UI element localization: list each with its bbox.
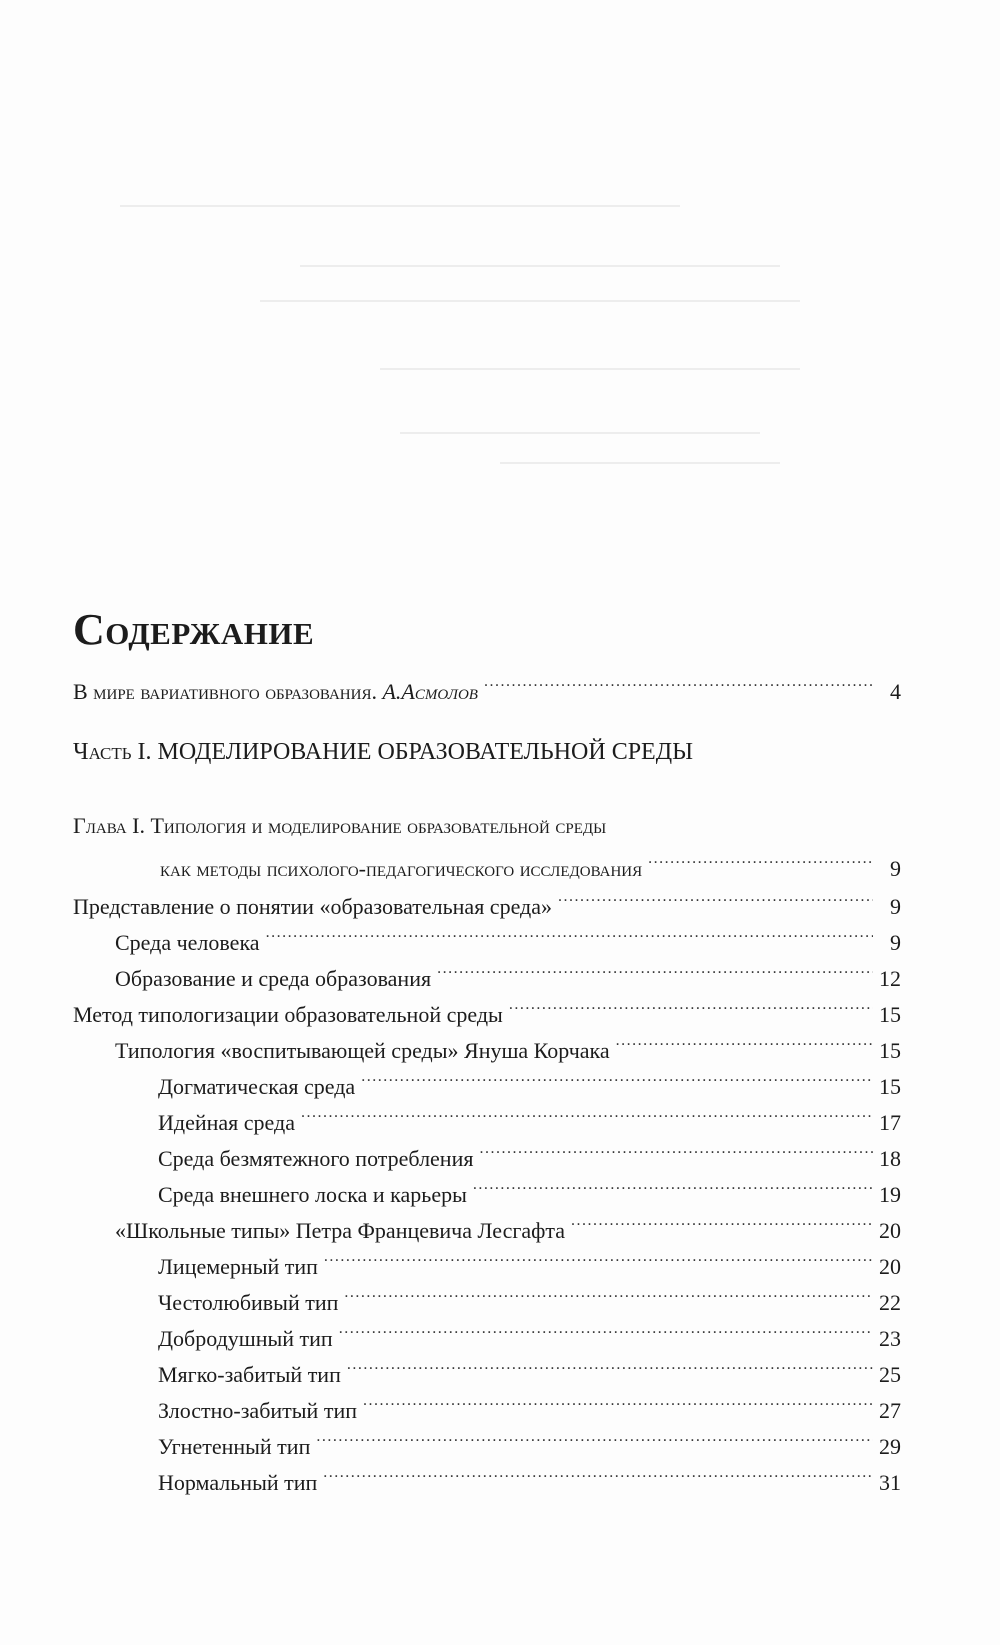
part-title: МОДЕЛИРОВАНИЕ ОБРАЗОВАТЕЛЬНОЙ СРЕДЫ: [157, 739, 694, 765]
toc-entry-label: как методы психолого-педагогического исследования: [160, 856, 643, 881]
chapter-heading[interactable]: Глава I. Типология и моделирование образовательной среды: [73, 813, 607, 838]
dot-leader: [339, 1320, 873, 1346]
dot-leader: [324, 1248, 873, 1274]
toc-entry[interactable]: [158, 1104, 901, 1136]
toc-page-number: 12: [879, 966, 901, 991]
dot-leader: [484, 673, 873, 699]
toc-page-number: 19: [879, 1182, 901, 1207]
toc-entry[interactable]: [158, 1392, 901, 1424]
toc-page-number: 25: [879, 1362, 901, 1387]
toc-entry-chapter-line2[interactable]: [160, 850, 901, 882]
toc-entry-label: Типология «воспитывающей среды» Януша Корчака: [115, 1038, 610, 1063]
dot-leader: [323, 1464, 873, 1490]
toc-entry[interactable]: [115, 924, 901, 956]
dot-leader: [361, 1068, 873, 1094]
toc-page-number: 9: [890, 856, 901, 881]
toc-page-number: 20: [879, 1218, 901, 1243]
toc-entry-label: Добродушный тип: [158, 1326, 333, 1351]
toc-page-number: 15: [879, 1002, 901, 1027]
part-heading[interactable]: [73, 738, 693, 766]
toc-page-number: 29: [879, 1434, 901, 1459]
toc-entry-label: Мягко-забитый тип: [158, 1362, 341, 1387]
dot-leader: [558, 888, 873, 914]
author-name: А.Асмолов: [382, 679, 478, 704]
show-through-line: [120, 205, 680, 207]
toc-entry[interactable]: [158, 1320, 901, 1352]
toc-entry-label: Честолюбивый тип: [158, 1290, 339, 1315]
dot-leader: [571, 1212, 873, 1238]
dot-leader: [363, 1392, 873, 1418]
toc-page-number: 17: [879, 1110, 901, 1135]
toc-entry[interactable]: [158, 1428, 901, 1460]
show-through-line: [380, 368, 800, 370]
toc-entry-label: Среда человека: [115, 930, 260, 955]
toc-entry[interactable]: [158, 1464, 901, 1496]
toc-page-number: 22: [879, 1290, 901, 1315]
toc-page-number: 9: [890, 930, 901, 955]
toc-entry[interactable]: [73, 888, 901, 920]
toc-page-number: 4: [890, 679, 901, 704]
dot-leader: [437, 960, 873, 986]
toc-entry-label: Угнетенный тип: [158, 1434, 311, 1459]
dot-leader: [344, 1284, 873, 1310]
show-through-line: [260, 300, 800, 302]
toc-entry-label: Догматическая среда: [158, 1074, 356, 1099]
toc-entry[interactable]: [73, 996, 901, 1028]
dot-leader: [479, 1140, 873, 1166]
dot-leader: [266, 924, 873, 950]
dot-leader: [301, 1104, 873, 1130]
toc-entry-label: Представление о понятии «образовательная среда»: [73, 894, 553, 919]
toc-page-number: 27: [879, 1398, 901, 1423]
part-prefix: Часть I.: [73, 739, 152, 765]
toc-entry-label: «Школьные типы» Петра Францевича Лесгафта: [115, 1218, 566, 1243]
toc-entry-label: Образование и среда образования: [115, 966, 432, 991]
toc-entry-intro[interactable]: [73, 673, 901, 705]
toc-page-number: 20: [879, 1254, 901, 1279]
toc-entry-label: Среда внешнего лоска и карьеры: [158, 1182, 467, 1207]
toc-entry-label: Лицемерный тип: [158, 1254, 318, 1279]
toc-entry[interactable]: [158, 1284, 901, 1316]
page-title: Содержание: [73, 605, 315, 654]
toc-entry-label: Идейная среда: [158, 1110, 295, 1135]
toc-entry-label: Среда безмятежного потребления: [158, 1146, 474, 1171]
dot-leader: [316, 1428, 873, 1454]
toc-entry[interactable]: [158, 1356, 901, 1388]
toc-entry[interactable]: [158, 1176, 901, 1208]
toc-page-number: 18: [879, 1146, 901, 1171]
dot-leader: [616, 1032, 873, 1058]
toc-entry[interactable]: [115, 1212, 901, 1244]
toc-entry-label: В мире вариативного образования. А.Асмолов: [73, 679, 478, 704]
toc-entry[interactable]: [115, 960, 901, 992]
toc-entry[interactable]: [158, 1068, 901, 1100]
toc-page-number: 9: [890, 894, 901, 919]
dot-leader: [509, 996, 873, 1022]
show-through-line: [400, 432, 760, 434]
toc-page-number: 15: [879, 1074, 901, 1099]
toc-entry[interactable]: [115, 1032, 901, 1064]
toc-entry-label: Нормальный тип: [158, 1470, 318, 1495]
dot-leader: [648, 850, 873, 876]
show-through-line: [300, 265, 780, 267]
toc-page-number: 31: [879, 1470, 901, 1495]
toc-page-number: 15: [879, 1038, 901, 1063]
toc-entry-label: Злостно-забитый тип: [158, 1398, 357, 1423]
show-through-line: [500, 462, 780, 464]
toc-entry[interactable]: [158, 1248, 901, 1280]
toc-entry[interactable]: [158, 1140, 901, 1172]
dot-leader: [473, 1176, 873, 1202]
dot-leader: [347, 1356, 873, 1382]
toc-page-number: 23: [879, 1326, 901, 1351]
toc-entry-label: Метод типологизации образовательной среды: [73, 1002, 503, 1027]
